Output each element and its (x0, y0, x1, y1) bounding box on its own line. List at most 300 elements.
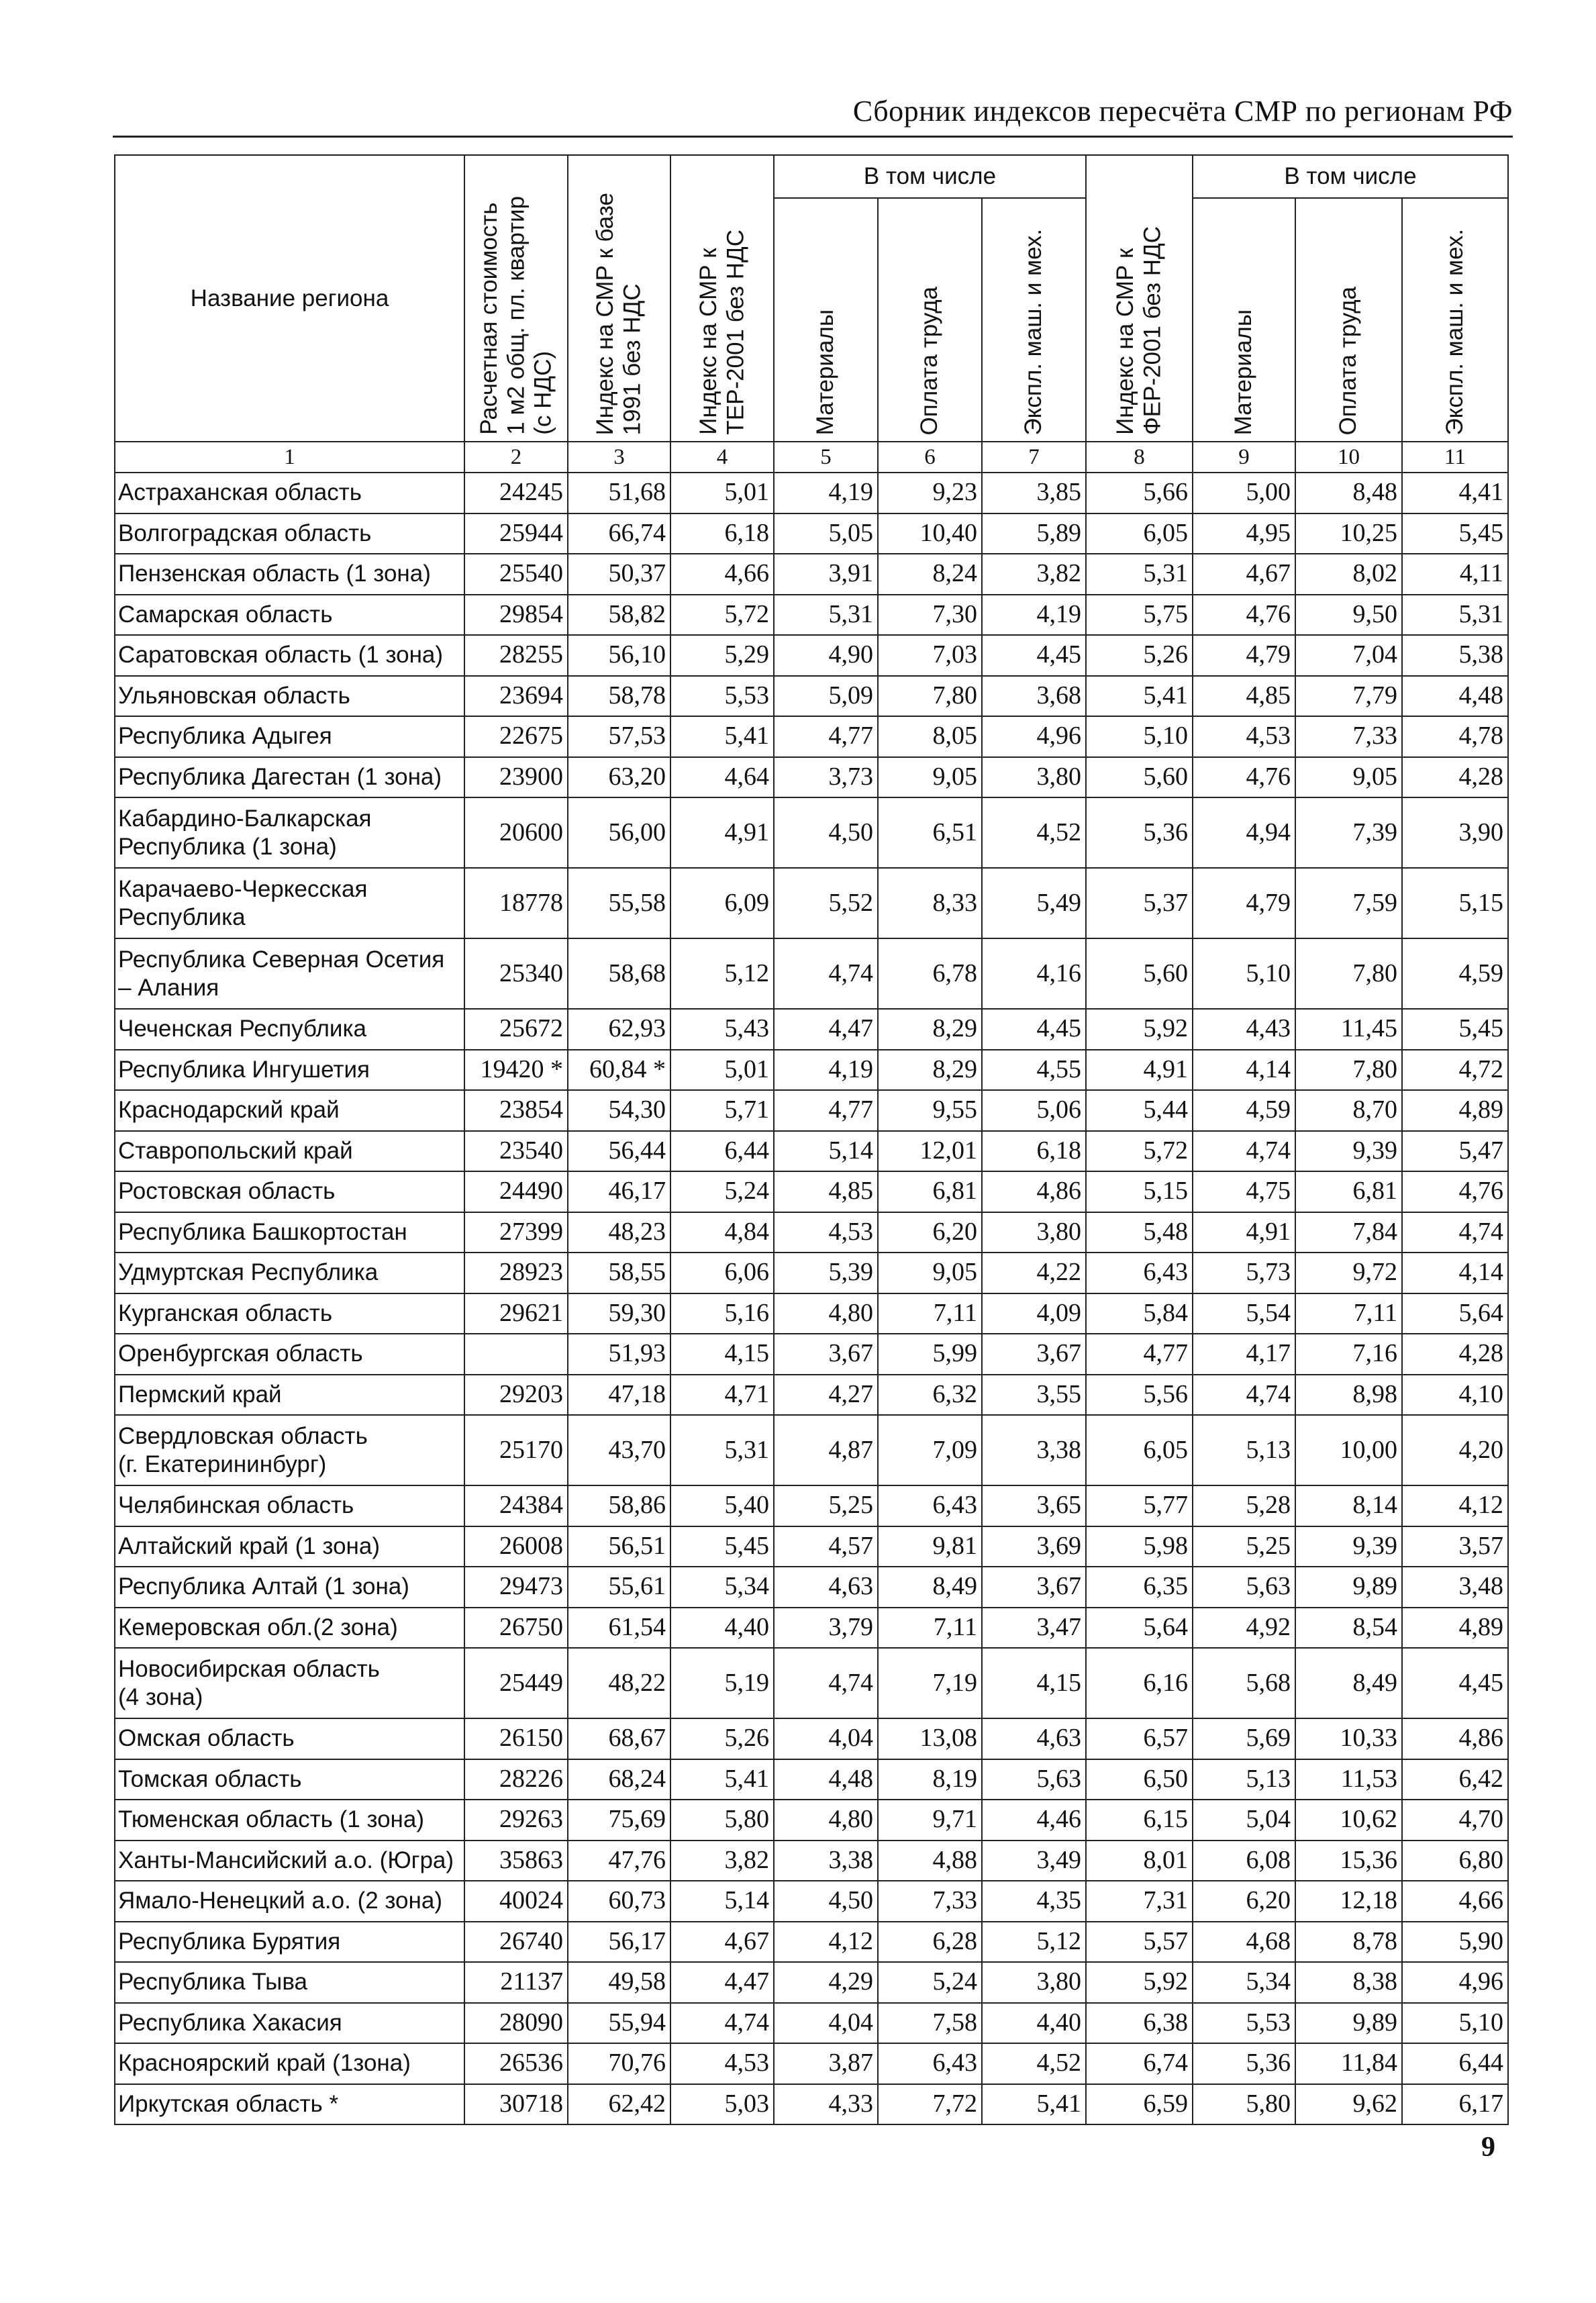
value-cell: 6,09 (670, 868, 774, 938)
value-cell: 15,36 (1295, 1841, 1402, 1881)
value-cell: 68,24 (568, 1759, 670, 1800)
value-cell: 9,55 (878, 1090, 982, 1131)
column-group-header-fer: В том числе (1193, 155, 1508, 198)
value-cell: 58,82 (568, 595, 670, 636)
value-cell: 7,39 (1295, 797, 1402, 868)
value-cell: 9,72 (1295, 1253, 1402, 1293)
value-cell: 26740 (464, 1922, 568, 1963)
value-cell: 5,44 (1086, 1090, 1193, 1131)
value-cell: 9,05 (1295, 757, 1402, 798)
value-cell: 5,13 (1193, 1415, 1295, 1485)
value-cell: 55,61 (568, 1567, 670, 1608)
table-row (115, 1567, 1508, 1608)
table-row (115, 513, 1508, 554)
value-cell: 6,18 (982, 1131, 1086, 1172)
value-cell: 4,79 (1193, 635, 1295, 676)
value-cell: 5,64 (1402, 1293, 1508, 1334)
value-cell: 5,28 (1193, 1485, 1295, 1526)
value-cell: 8,14 (1295, 1485, 1402, 1526)
column-header-index-1991-text: Индекс на СМР к базе 1991 без НДС (592, 192, 646, 435)
value-cell: 23540 (464, 1131, 568, 1172)
value-cell: 6,28 (878, 1922, 982, 1963)
region-name-cell: Удмуртская Республика (115, 1253, 464, 1293)
value-cell: 4,74 (774, 938, 878, 1009)
table-row (115, 1648, 1508, 1718)
value-cell: 30718 (464, 2084, 568, 2125)
value-cell: 7,80 (878, 676, 982, 717)
value-cell: 5,84 (1086, 1293, 1193, 1334)
table-body (115, 473, 1508, 2124)
value-cell: 4,64 (670, 757, 774, 798)
column-number: 1 (115, 442, 464, 473)
value-cell: 6,20 (1193, 1881, 1295, 1922)
value-cell: 29473 (464, 1567, 568, 1608)
value-cell: 58,78 (568, 676, 670, 717)
value-cell: 13,08 (878, 1718, 982, 1759)
value-cell: 5,45 (670, 1526, 774, 1567)
table-row (115, 1334, 1508, 1375)
value-cell: 4,91 (1193, 1212, 1295, 1253)
value-cell: 4,77 (774, 1090, 878, 1131)
region-name-cell: Красноярский край (1зона) (115, 2043, 464, 2084)
value-cell: 25672 (464, 1009, 568, 1050)
value-cell: 5,04 (1193, 1800, 1295, 1841)
value-cell: 8,19 (878, 1759, 982, 1800)
value-cell: 4,74 (1193, 1131, 1295, 1172)
value-cell: 4,86 (982, 1171, 1086, 1212)
value-cell: 4,77 (1086, 1334, 1193, 1375)
value-cell: 4,28 (1402, 757, 1508, 798)
column-header-index-ter2001-text: Индекс на СМР к ТЕР-2001 без НДС (695, 230, 748, 435)
value-cell: 6,81 (878, 1171, 982, 1212)
value-cell: 5,15 (1402, 868, 1508, 938)
value-cell: 29854 (464, 595, 568, 636)
region-name-cell: Алтайский край (1 зона) (115, 1526, 464, 1567)
value-cell: 4,77 (774, 716, 878, 757)
value-cell: 4,72 (1402, 1050, 1508, 1091)
value-cell: 4,91 (1086, 1050, 1193, 1091)
value-cell: 5,54 (1193, 1293, 1295, 1334)
value-cell: 4,85 (774, 1171, 878, 1212)
table-row (115, 2084, 1508, 2125)
column-number: 4 (670, 442, 774, 473)
value-cell: 3,91 (774, 554, 878, 595)
column-header-labor-ter: Оплата труда (878, 198, 982, 442)
region-name-cell: Ханты-Мансийский а.о. (Югра) (115, 1841, 464, 1881)
value-cell: 7,16 (1295, 1334, 1402, 1375)
value-cell: 9,89 (1295, 1567, 1402, 1608)
value-cell: 4,48 (774, 1759, 878, 1800)
value-cell: 4,96 (1402, 1962, 1508, 2003)
value-cell: 46,17 (568, 1171, 670, 1212)
value-cell: 4,17 (1193, 1334, 1295, 1375)
value-cell: 4,89 (1402, 1608, 1508, 1649)
value-cell: 5,53 (670, 676, 774, 717)
value-cell: 6,17 (1402, 2084, 1508, 2125)
value-cell: 5,57 (1086, 1922, 1193, 1963)
value-cell: 4,90 (774, 635, 878, 676)
value-cell: 7,80 (1295, 938, 1402, 1009)
table-row (115, 1485, 1508, 1526)
value-cell: 25170 (464, 1415, 568, 1485)
value-cell: 4,79 (1193, 868, 1295, 938)
value-cell: 6,05 (1086, 1415, 1193, 1485)
value-cell: 5,10 (1193, 938, 1295, 1009)
region-name-cell: Волгоградская область (115, 513, 464, 554)
value-cell: 8,24 (878, 554, 982, 595)
value-cell: 4,33 (774, 2084, 878, 2125)
value-cell: 4,12 (1402, 1485, 1508, 1526)
value-cell: 51,68 (568, 473, 670, 513)
region-name-cell: Республика Алтай (1 зона) (115, 1567, 464, 1608)
region-index-table (114, 154, 1509, 2125)
region-name-cell: Курганская область (115, 1293, 464, 1334)
value-cell: 5,37 (1086, 868, 1193, 938)
value-cell: 9,39 (1295, 1131, 1402, 1172)
table-row (115, 1009, 1508, 1050)
value-cell: 5,48 (1086, 1212, 1193, 1253)
column-header-index-ter2001 (670, 155, 774, 442)
value-cell: 56,10 (568, 635, 670, 676)
value-cell: 5,63 (982, 1759, 1086, 1800)
value-cell: 4,76 (1193, 757, 1295, 798)
value-cell: 48,22 (568, 1648, 670, 1718)
value-cell: 4,66 (670, 554, 774, 595)
value-cell: 6,35 (1086, 1567, 1193, 1608)
column-header-cost-per-m2 (464, 155, 568, 442)
value-cell: 6,20 (878, 1212, 982, 1253)
value-cell: 62,93 (568, 1009, 670, 1050)
value-cell: 4,52 (982, 2043, 1086, 2084)
value-cell: 7,33 (1295, 716, 1402, 757)
value-cell: 4,04 (774, 1718, 878, 1759)
column-number: 9 (1193, 442, 1295, 473)
value-cell: 6,32 (878, 1375, 982, 1416)
value-cell: 68,67 (568, 1718, 670, 1759)
value-cell: 4,78 (1402, 716, 1508, 757)
value-cell: 6,05 (1086, 513, 1193, 554)
value-cell: 5,05 (774, 513, 878, 554)
value-cell: 5,25 (774, 1485, 878, 1526)
value-cell (464, 1334, 568, 1375)
table-row (115, 1759, 1508, 1800)
table-row (115, 1090, 1508, 1131)
table-row (115, 1415, 1508, 1485)
table-row (115, 1881, 1508, 1922)
column-header-index-fer2001-text: Индекс на СМР к ФЕР-2001 без НДС (1112, 226, 1166, 435)
table-row (115, 2043, 1508, 2084)
value-cell: 8,29 (878, 1050, 982, 1091)
value-cell: 9,05 (878, 757, 982, 798)
value-cell: 61,54 (568, 1608, 670, 1649)
value-cell: 55,94 (568, 2003, 670, 2044)
column-number: 2 (464, 442, 568, 473)
value-cell: 5,52 (774, 868, 878, 938)
table-row (115, 1608, 1508, 1649)
region-name-cell: Республика Тыва (115, 1962, 464, 2003)
value-cell: 4,43 (1193, 1009, 1295, 1050)
value-cell: 3,55 (982, 1375, 1086, 1416)
value-cell: 5,06 (982, 1090, 1086, 1131)
value-cell: 5,90 (1402, 1922, 1508, 1963)
value-cell: 5,29 (670, 635, 774, 676)
value-cell: 26008 (464, 1526, 568, 1567)
value-cell: 5,72 (670, 595, 774, 636)
region-name-cell: Республика Хакасия (115, 2003, 464, 2044)
value-cell: 70,76 (568, 2043, 670, 2084)
table-row (115, 1293, 1508, 1334)
region-name-cell: Астраханская область (115, 473, 464, 513)
value-cell: 4,71 (670, 1375, 774, 1416)
value-cell: 4,50 (774, 797, 878, 868)
table-row (115, 1962, 1508, 2003)
value-cell: 6,44 (670, 1131, 774, 1172)
value-cell: 10,33 (1295, 1718, 1402, 1759)
value-cell: 3,79 (774, 1608, 878, 1649)
value-cell: 40024 (464, 1881, 568, 1922)
table-row (115, 1841, 1508, 1881)
value-cell: 7,03 (878, 635, 982, 676)
value-cell: 3,82 (670, 1841, 774, 1881)
value-cell: 6,80 (1402, 1841, 1508, 1881)
value-cell: 56,00 (568, 797, 670, 868)
value-cell: 27399 (464, 1212, 568, 1253)
value-cell: 4,40 (670, 1608, 774, 1649)
value-cell: 3,49 (982, 1841, 1086, 1881)
value-cell: 6,15 (1086, 1800, 1193, 1841)
value-cell: 5,15 (1086, 1171, 1193, 1212)
value-cell: 7,30 (878, 595, 982, 636)
value-cell: 9,62 (1295, 2084, 1402, 2125)
value-cell: 18778 (464, 868, 568, 938)
column-header-index-fer2001 (1086, 155, 1193, 442)
value-cell: 3,69 (982, 1526, 1086, 1567)
value-cell: 29621 (464, 1293, 568, 1334)
value-cell: 8,49 (878, 1567, 982, 1608)
table-row (115, 635, 1508, 676)
value-cell: 5,34 (1193, 1962, 1295, 2003)
value-cell: 5,75 (1086, 595, 1193, 636)
column-header-machinery-fer: Экспл. маш. и мех. (1402, 198, 1508, 442)
value-cell: 5,80 (1193, 2084, 1295, 2125)
value-cell: 5,43 (670, 1009, 774, 1050)
value-cell: 3,47 (982, 1608, 1086, 1649)
value-cell: 5,63 (1193, 1567, 1295, 1608)
value-cell: 5,60 (1086, 938, 1193, 1009)
value-cell: 4,57 (774, 1526, 878, 1567)
value-cell: 4,40 (982, 2003, 1086, 2044)
value-cell: 3,73 (774, 757, 878, 798)
value-cell: 56,44 (568, 1131, 670, 1172)
column-header-machinery-ter: Экспл. маш. и мех. (982, 198, 1086, 442)
value-cell: 4,09 (982, 1293, 1086, 1334)
table-row (115, 473, 1508, 513)
table-row (115, 1718, 1508, 1759)
value-cell: 5,38 (1402, 635, 1508, 676)
value-cell: 5,60 (1086, 757, 1193, 798)
value-cell: 5,45 (1402, 513, 1508, 554)
table-row (115, 1212, 1508, 1253)
value-cell: 6,81 (1295, 1171, 1402, 1212)
value-cell: 5,31 (670, 1415, 774, 1485)
value-cell: 4,87 (774, 1415, 878, 1485)
value-cell: 8,49 (1295, 1648, 1402, 1718)
column-number: 8 (1086, 442, 1193, 473)
value-cell: 4,22 (982, 1253, 1086, 1293)
column-number: 5 (774, 442, 878, 473)
value-cell: 49,58 (568, 1962, 670, 2003)
value-cell: 3,85 (982, 473, 1086, 513)
value-cell: 3,82 (982, 554, 1086, 595)
value-cell: 3,80 (982, 757, 1086, 798)
value-cell: 7,72 (878, 2084, 982, 2125)
region-name-cell: Пермский край (115, 1375, 464, 1416)
region-name-cell: Омская область (115, 1718, 464, 1759)
value-cell: 43,70 (568, 1415, 670, 1485)
region-name-cell: Карачаево-Черкесская Республика (115, 868, 464, 938)
value-cell: 3,67 (982, 1334, 1086, 1375)
region-name-cell: Республика Адыгея (115, 716, 464, 757)
value-cell: 4,19 (774, 1050, 878, 1091)
value-cell: 4,74 (774, 1648, 878, 1718)
value-cell: 4,63 (774, 1567, 878, 1608)
value-cell: 24384 (464, 1485, 568, 1526)
value-cell: 4,28 (1402, 1334, 1508, 1375)
value-cell: 4,20 (1402, 1415, 1508, 1485)
value-cell: 25340 (464, 938, 568, 1009)
value-cell: 25944 (464, 513, 568, 554)
column-number: 3 (568, 442, 670, 473)
value-cell: 4,95 (1193, 513, 1295, 554)
region-name-cell: Иркутская область * (115, 2084, 464, 2125)
value-cell: 4,70 (1402, 1800, 1508, 1841)
value-cell: 4,53 (670, 2043, 774, 2084)
value-cell: 25449 (464, 1648, 568, 1718)
value-cell: 5,39 (774, 1253, 878, 1293)
table-row (115, 554, 1508, 595)
value-cell: 54,30 (568, 1090, 670, 1131)
value-cell: 3,68 (982, 676, 1086, 717)
value-cell: 4,76 (1193, 595, 1295, 636)
value-cell: 8,02 (1295, 554, 1402, 595)
value-cell: 5,36 (1086, 797, 1193, 868)
value-cell: 28255 (464, 635, 568, 676)
value-cell: 9,39 (1295, 1526, 1402, 1567)
value-cell: 19420 * (464, 1050, 568, 1091)
column-number-row (115, 442, 1508, 473)
value-cell: 25540 (464, 554, 568, 595)
value-cell: 60,73 (568, 1881, 670, 1922)
value-cell: 8,33 (878, 868, 982, 938)
document-header-title: Сборник индексов пересчёта СМР по регионам РФ (852, 95, 1513, 128)
value-cell: 11,84 (1295, 2043, 1402, 2084)
value-cell: 5,41 (1086, 676, 1193, 717)
value-cell: 4,14 (1402, 1253, 1508, 1293)
region-name-cell: Республика Северная Осетия – Алания (115, 938, 464, 1009)
value-cell: 62,42 (568, 2084, 670, 2125)
value-cell: 5,34 (670, 1567, 774, 1608)
value-cell: 5,73 (1193, 1253, 1295, 1293)
value-cell: 3,65 (982, 1485, 1086, 1526)
value-cell: 4,92 (1193, 1608, 1295, 1649)
value-cell: 56,17 (568, 1922, 670, 1963)
value-cell: 5,56 (1086, 1375, 1193, 1416)
region-name-cell: Ставропольский край (115, 1131, 464, 1172)
value-cell: 50,37 (568, 554, 670, 595)
value-cell: 5,01 (670, 1050, 774, 1091)
value-cell: 6,43 (878, 2043, 982, 2084)
value-cell: 8,05 (878, 716, 982, 757)
value-cell: 6,16 (1086, 1648, 1193, 1718)
value-cell: 5,03 (670, 2084, 774, 2125)
value-cell: 3,80 (982, 1212, 1086, 1253)
value-cell: 4,04 (774, 2003, 878, 2044)
value-cell: 4,45 (1402, 1648, 1508, 1718)
value-cell: 26150 (464, 1718, 568, 1759)
value-cell: 4,29 (774, 1962, 878, 2003)
value-cell: 5,26 (1086, 635, 1193, 676)
value-cell: 8,54 (1295, 1608, 1402, 1649)
value-cell: 5,71 (670, 1090, 774, 1131)
value-cell: 4,66 (1402, 1881, 1508, 1922)
value-cell: 4,15 (670, 1334, 774, 1375)
value-cell: 4,80 (774, 1293, 878, 1334)
table-row (115, 1922, 1508, 1963)
value-cell: 3,87 (774, 2043, 878, 2084)
value-cell: 28226 (464, 1759, 568, 1800)
value-cell: 26536 (464, 2043, 568, 2084)
region-name-cell: Ямало-Ненецкий а.о. (2 зона) (115, 1881, 464, 1922)
value-cell: 24245 (464, 473, 568, 513)
value-cell: 5,40 (670, 1485, 774, 1526)
value-cell: 4,48 (1402, 676, 1508, 717)
value-cell: 4,59 (1193, 1090, 1295, 1131)
value-cell: 5,66 (1086, 473, 1193, 513)
value-cell: 29203 (464, 1375, 568, 1416)
value-cell: 4,14 (1193, 1050, 1295, 1091)
value-cell: 3,90 (1402, 797, 1508, 868)
value-cell: 4,67 (1193, 554, 1295, 595)
value-cell: 4,74 (1193, 1375, 1295, 1416)
column-header-materials-fer: Материалы (1193, 198, 1295, 442)
value-cell: 5,99 (878, 1334, 982, 1375)
value-cell: 5,41 (670, 716, 774, 757)
value-cell: 8,01 (1086, 1841, 1193, 1881)
value-cell: 7,58 (878, 2003, 982, 2044)
table-row (115, 1131, 1508, 1172)
value-cell: 8,78 (1295, 1922, 1402, 1963)
value-cell: 5,24 (878, 1962, 982, 2003)
value-cell: 4,67 (670, 1922, 774, 1963)
value-cell: 3,80 (982, 1962, 1086, 2003)
value-cell: 6,43 (1086, 1253, 1193, 1293)
value-cell: 9,89 (1295, 2003, 1402, 2044)
table-row (115, 797, 1508, 868)
value-cell: 4,74 (1402, 1212, 1508, 1253)
column-number: 7 (982, 442, 1086, 473)
value-cell: 6,44 (1402, 2043, 1508, 2084)
region-name-cell: Чеченская Республика (115, 1009, 464, 1050)
table-row (115, 757, 1508, 798)
column-group-header-ter: В том числе (774, 155, 1086, 198)
value-cell: 51,93 (568, 1334, 670, 1375)
value-cell: 5,01 (670, 473, 774, 513)
column-header-materials-ter: Материалы (774, 198, 878, 442)
value-cell: 4,85 (1193, 676, 1295, 717)
value-cell: 5,45 (1402, 1009, 1508, 1050)
value-cell: 4,11 (1402, 554, 1508, 595)
value-cell: 5,00 (1193, 473, 1295, 513)
